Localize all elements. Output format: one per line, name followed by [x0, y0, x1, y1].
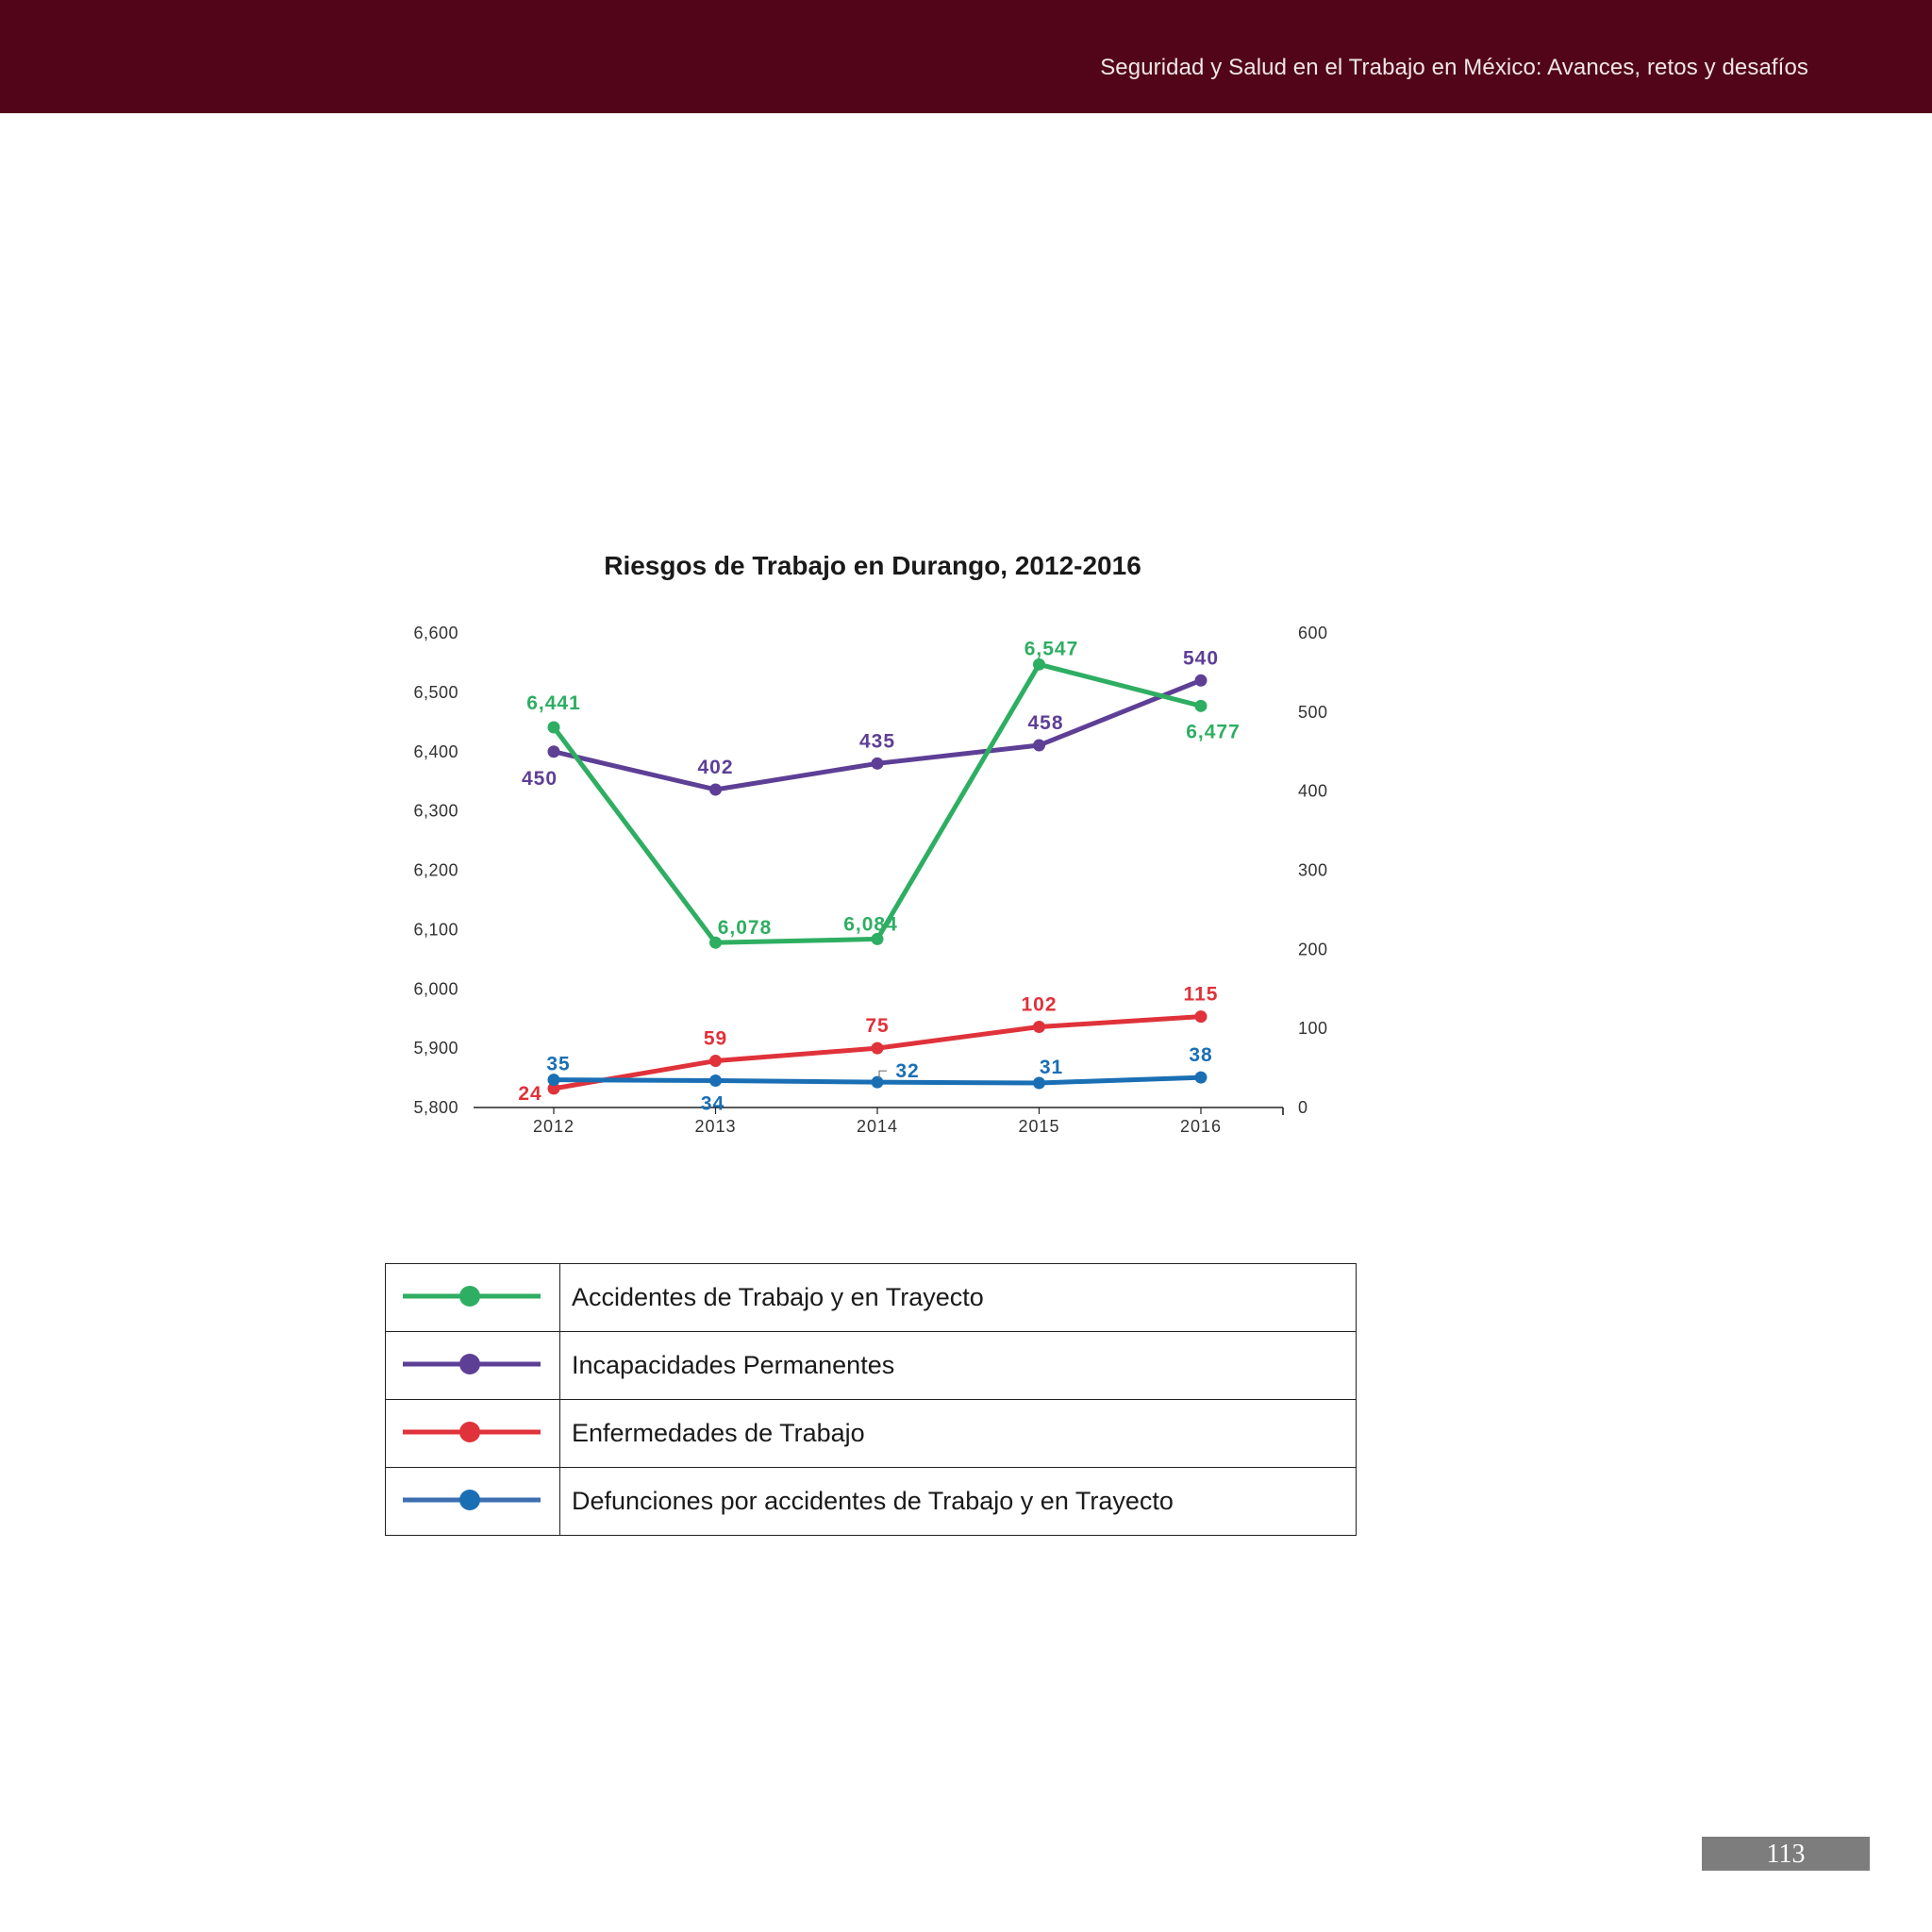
legend-row: [386, 1332, 1357, 1400]
legend-marker-icon: [386, 1400, 559, 1460]
y-left-tick-label: 6,500: [413, 682, 458, 702]
legend-label: Enfermedades de Trabajo: [560, 1400, 1357, 1468]
data-point-enfermedades: [872, 1042, 884, 1055]
legend-marker-icon: [386, 1332, 559, 1392]
data-label-incapacidades: 402: [697, 756, 734, 778]
data-point-accidentes: [548, 721, 560, 733]
legend-swatch-accidentes: [386, 1264, 560, 1332]
x-tick-label: 2015: [1018, 1117, 1060, 1136]
series-line-accidentes: [554, 664, 1201, 942]
legend-marker-icon: [386, 1468, 559, 1528]
y-right-tick-label: 500: [1298, 702, 1328, 722]
x-tick-label: 2013: [694, 1117, 737, 1136]
data-point-defunciones: [548, 1074, 560, 1086]
data-point-incapacidades: [709, 783, 722, 795]
data-label-defunciones: 32: [895, 1060, 920, 1083]
data-label-accidentes: 6,084: [843, 913, 898, 936]
data-label-accidentes: 6,078: [717, 917, 773, 940]
data-point-incapacidades: [1033, 740, 1045, 752]
y-left-tick-label: 5,800: [413, 1098, 458, 1117]
x-tick-label: 2014: [856, 1117, 899, 1136]
chart-title: Riesgos de Trabajo en Durango, 2012-2016: [604, 551, 1141, 580]
y-right-tick-label: 200: [1298, 940, 1328, 959]
data-label-defunciones: 31: [1039, 1057, 1064, 1079]
data-point-defunciones: [1033, 1077, 1045, 1090]
x-tick-label: 2012: [532, 1117, 575, 1136]
y-right-tick-label: 400: [1298, 781, 1328, 801]
data-label-enfermedades: 24: [518, 1082, 542, 1105]
legend-swatch-incapacidades: [386, 1332, 560, 1400]
header-title: Seguridad y Salud en el Trabajo en México: Avances, retos y desafíos: [1100, 55, 1808, 80]
y-right-tick-label: 600: [1298, 624, 1328, 642]
data-point-incapacidades: [1195, 675, 1208, 687]
data-label-enfermedades: 102: [1021, 993, 1058, 1016]
legend-row: [386, 1468, 1357, 1536]
legend-label: Defunciones por accidentes de Trabajo y en Trayecto: [560, 1468, 1357, 1536]
legend-label: Accidentes de Trabajo y en Trayecto: [560, 1264, 1357, 1332]
y-left-tick-label: 6,400: [413, 741, 458, 761]
data-point-enfermedades: [1195, 1010, 1208, 1023]
data-label-incapacidades: 458: [1027, 712, 1064, 735]
data-label-incapacidades: 435: [858, 730, 896, 753]
y-left-tick-label: 6,200: [413, 860, 458, 880]
x-tick-label: 2016: [1179, 1117, 1223, 1136]
data-point-incapacidades: [548, 745, 560, 758]
y-left-tick-label: 5,900: [413, 1039, 458, 1058]
data-label-enfermedades: 115: [1183, 983, 1219, 1006]
legend-row: [386, 1264, 1357, 1332]
data-label-accidentes: 6,441: [526, 691, 581, 714]
data-point-accidentes: [1195, 700, 1208, 712]
data-point-defunciones: [709, 1074, 722, 1087]
y-left-tick-label: 6,000: [413, 979, 458, 999]
data-label-incapacidades: 450: [521, 767, 558, 790]
data-point-incapacidades: [872, 758, 884, 770]
page-number-box: [1702, 1837, 1870, 1871]
legend-table: [385, 1263, 1357, 1536]
data-label-defunciones: 38: [1189, 1044, 1213, 1067]
data-label-defunciones: 34: [700, 1092, 725, 1115]
data-label-enfermedades: 59: [703, 1027, 728, 1050]
data-label-enfermedades: 75: [865, 1015, 890, 1038]
data-point-enfermedades: [709, 1055, 722, 1067]
y-right-tick-label: 300: [1298, 860, 1328, 880]
y-right-tick-label: 0: [1298, 1098, 1308, 1117]
y-right-tick-label: 100: [1298, 1019, 1328, 1039]
data-point-defunciones: [872, 1076, 884, 1089]
page-number: 113: [1766, 1840, 1806, 1869]
legend-row: [386, 1400, 1357, 1468]
y-left-tick-label: 6,600: [413, 624, 458, 642]
data-label-accidentes: 6,547: [1024, 638, 1079, 660]
legend-swatch-enfermedades: [386, 1400, 560, 1468]
data-label-defunciones: 35: [546, 1053, 571, 1075]
data-point-enfermedades: [1033, 1021, 1045, 1033]
y-left-tick-label: 6,300: [413, 801, 458, 821]
data-point-accidentes: [1033, 658, 1045, 671]
data-label-incapacidades: 540: [1182, 647, 1220, 670]
data-point-defunciones: [1195, 1072, 1208, 1084]
legend-swatch-defunciones: [386, 1468, 560, 1536]
y-left-tick-label: 6,100: [413, 920, 458, 940]
legend-label: Incapacidades Permanentes: [560, 1332, 1357, 1400]
data-label-accidentes: 6,477: [1186, 721, 1241, 743]
legend-marker-icon: [386, 1264, 559, 1324]
